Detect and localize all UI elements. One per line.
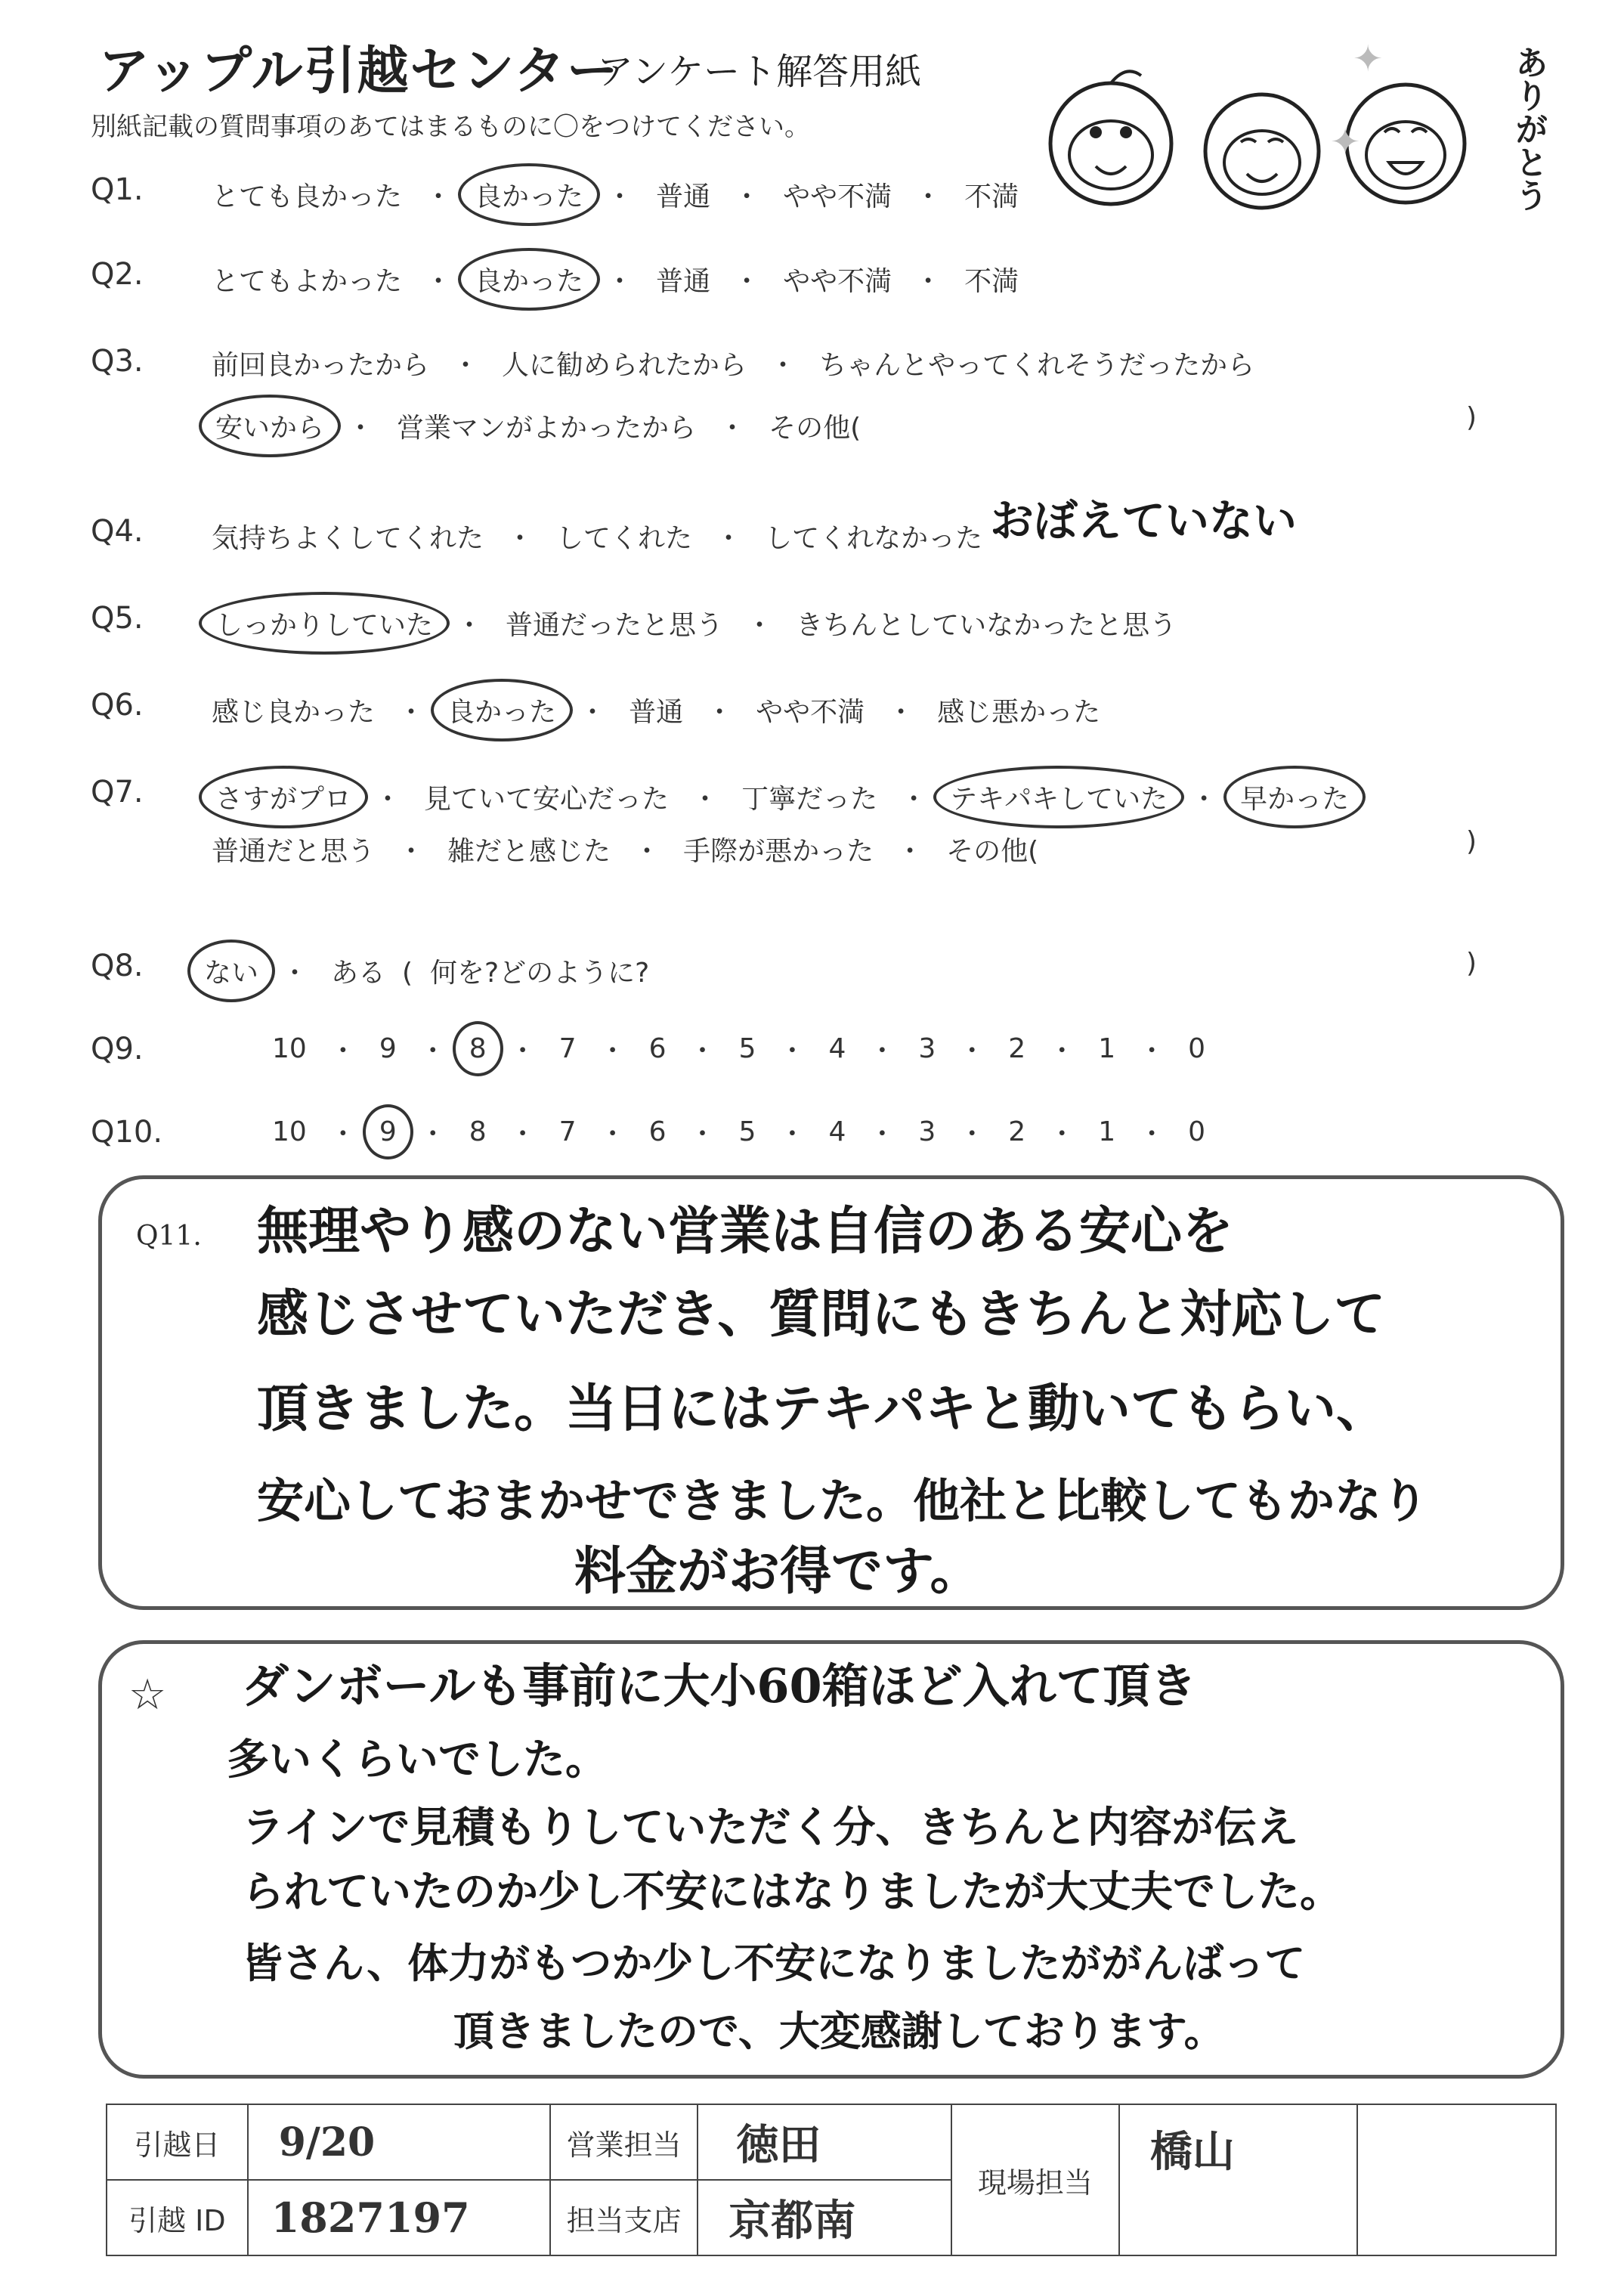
q5-option[interactable]: 普通だったと思う [506, 610, 724, 641]
q8-options: ない ・ ある ( 何を?どのように? [204, 952, 649, 990]
q5-options: しっかりしていた ・ 普通だったと思う ・ きちんとしていなかったと思う [215, 604, 1177, 642]
star-icon: ☆ [128, 1670, 167, 1720]
q10-score[interactable]: 4 [828, 1116, 846, 1147]
q6-option[interactable]: 感じ悪かった [937, 697, 1101, 728]
q10-score[interactable]: 7 [558, 1116, 577, 1147]
q8-option-selected[interactable]: ない [187, 940, 275, 1002]
branch-label: 担当支店 [550, 2180, 698, 2255]
q7-option[interactable]: 普通だと思う [212, 836, 376, 867]
q10-label: Q10. [91, 1115, 163, 1150]
q3-options: 前回良かったから ・ 人に勧められたから ・ ちゃんとやってくれそうだったから [212, 344, 1254, 382]
q10-score[interactable]: 10 [272, 1116, 307, 1147]
q11-line: 感じさせていただき、質問にもきちんと対応して [257, 1284, 1386, 1345]
q10-score[interactable]: 0 [1188, 1116, 1206, 1147]
q3-options-row2: 安いから ・ 営業マンがよかったから ・ その他( [215, 407, 861, 445]
q2-option-selected[interactable]: 良かった [458, 248, 600, 311]
q1-options: とても良かった ・ 良かった ・ 普通 ・ やや不満 ・ 不満 [212, 175, 1019, 214]
sparkle-icon: ✦ [1330, 121, 1361, 163]
comment-line: ダンボールも事前に大小60箱ほど入れて頂き [242, 1658, 1197, 1714]
q9-scale: 10 ・ 9 ・ 8 ・ 7 ・ 6 ・ 5 ・ 4 ・ 3 ・ 2 ・ 1 ・ 0 [272, 1029, 1205, 1068]
q1-label: Q1. [91, 172, 144, 207]
q7-option-selected[interactable]: さすがプロ [199, 766, 368, 828]
q10-score[interactable]: 3 [918, 1116, 936, 1147]
q7-label: Q7. [91, 775, 144, 810]
move-id-label: 引越 ID [107, 2180, 248, 2255]
q7-options: さすがプロ ・ 見ていて安心だった ・ 丁寧だった ・ テキパキしていた ・ 早かった [215, 778, 1349, 816]
q10-score[interactable]: 1 [1098, 1116, 1116, 1147]
q2-option[interactable]: とてもよかった [212, 266, 403, 297]
q5-option-selected[interactable]: しっかりしていた [199, 592, 450, 655]
comment-line: 多いくらいでした。 [227, 1735, 608, 1785]
q8-label: Q8. [91, 949, 144, 983]
q3-close-paren: ) [1466, 402, 1477, 433]
q9-score[interactable]: 10 [272, 1033, 307, 1064]
comment-line: ラインで見積もりしていただく分、きちんと内容が伝え [242, 1803, 1299, 1853]
q7-close-paren: ) [1466, 826, 1477, 857]
q7-option[interactable]: 手際が悪かった [683, 836, 874, 867]
q3-option[interactable]: 営業マンがよかったから [397, 413, 697, 444]
q9-score[interactable]: 4 [828, 1033, 846, 1064]
q8-detail-prompt: 何を?どのように? [429, 958, 650, 989]
q3-option[interactable]: ちゃんとやってくれそうだったから [819, 350, 1255, 381]
q5-option[interactable]: きちんとしていなかったと思う [796, 610, 1177, 641]
q3-option-selected[interactable]: 安いから [199, 395, 341, 457]
mascot-illustration [1035, 45, 1489, 234]
move-id-value[interactable]: 1827197 [248, 2180, 550, 2255]
q5-label: Q5. [91, 601, 144, 636]
q6-options: 感じ良かった ・ 良かった ・ 普通 ・ やや不満 ・ 感じ悪かった [212, 691, 1100, 729]
comment-line: 頂きましたので、大変感謝しております。 [453, 2007, 1225, 2055]
q6-option[interactable]: 普通 [629, 697, 684, 728]
q11-line: 安心しておまかせできました。他社と比較してもかなり [257, 1473, 1429, 1528]
q4-option[interactable]: してくれた [556, 523, 693, 554]
q10-score[interactable]: 8 [469, 1116, 487, 1147]
q2-option[interactable]: やや不満 [783, 266, 892, 297]
q10-scale: 10 ・ 9 ・ 8 ・ 7 ・ 6 ・ 5 ・ 4 ・ 3 ・ 2 ・ 1 ・ 0 [272, 1113, 1205, 1151]
q7-options-row2: 普通だと思う ・ 雑だと感じた ・ 手際が悪かった ・ その他( [212, 830, 1038, 868]
q2-label: Q2. [91, 257, 144, 292]
site-label: 現場担当 [951, 2104, 1119, 2255]
q3-option[interactable]: 人に勧められたから [502, 350, 747, 381]
q4-label: Q4. [91, 514, 144, 549]
instruction-text: 別紙記載の質問事項のあてはまるものに〇をつけてください。 [91, 112, 810, 142]
q8-close-paren: ) [1466, 948, 1477, 979]
q7-option[interactable]: 見ていて安心だった [424, 784, 670, 815]
q9-score[interactable]: 7 [558, 1033, 577, 1064]
q9-score-selected[interactable]: 8 [453, 1021, 503, 1076]
monkey-mascot-icon [1205, 94, 1319, 208]
q1-option-selected[interactable]: 良かった [458, 163, 600, 226]
q2-option[interactable]: 普通 [656, 266, 711, 297]
q1-option[interactable]: とても良かった [212, 181, 403, 212]
q9-score[interactable]: 1 [1098, 1033, 1116, 1064]
brand-name: アップル引越センター [98, 42, 620, 101]
q10-score[interactable]: 2 [1008, 1116, 1026, 1147]
q4-handwritten-answer: おぼえていない [990, 495, 1298, 546]
q4-option[interactable]: 気持ちよくしてくれた [212, 523, 484, 554]
q11-line: 料金がお得です。 [574, 1541, 982, 1602]
q7-option-other[interactable]: その他( [946, 836, 1039, 867]
q6-label: Q6. [91, 688, 144, 723]
q9-score[interactable]: 2 [1008, 1033, 1026, 1064]
q9-score[interactable]: 5 [738, 1033, 756, 1064]
q9-label: Q9. [91, 1032, 144, 1067]
q10-score[interactable]: 5 [738, 1116, 756, 1147]
thanks-text: ありがとう [1509, 45, 1548, 212]
site-value[interactable]: 橋山 [1119, 2104, 1358, 2255]
q7-option-selected[interactable]: 早かった [1223, 766, 1366, 828]
move-date-label: 引越日 [107, 2104, 248, 2180]
q7-option-selected[interactable]: テキパキしていた [933, 766, 1184, 828]
extra-cell[interactable] [1357, 2104, 1556, 2255]
move-date-value[interactable]: 9/20 [248, 2104, 550, 2180]
q6-option-selected[interactable]: 良かった [431, 679, 573, 741]
sparkle-icon: ✦ [1353, 38, 1384, 80]
q9-score[interactable]: 3 [918, 1033, 936, 1064]
q11-label: Q11. [136, 1221, 202, 1252]
comment-line: られていたのか少し不安にはなりましたが大丈夫でした。 [242, 1867, 1342, 1917]
q9-score[interactable]: 0 [1188, 1033, 1206, 1064]
q9-score[interactable]: 6 [648, 1033, 667, 1064]
q3-option-other[interactable]: その他( [769, 413, 861, 444]
comment-line: 皆さん、体力がもつか少し不安になりましたががんばって [242, 1939, 1306, 1987]
q7-option[interactable]: 丁寧だった [741, 784, 878, 815]
form-title: アンケート解答用紙 [597, 51, 922, 93]
q1-option[interactable]: 普通 [656, 181, 711, 212]
q2-option[interactable]: 不満 [964, 266, 1019, 297]
q3-label: Q3. [91, 344, 144, 379]
branch-value[interactable]: 京都南 [698, 2180, 951, 2255]
q4-option[interactable]: してくれなかった [765, 523, 983, 554]
q7-option[interactable]: 雑だと感じた [447, 836, 611, 867]
q9-score[interactable]: 9 [379, 1033, 397, 1064]
q11-line: 無理やり感のない営業は自信のある安心を [257, 1201, 1234, 1262]
q8-option-detail: ( 何を?どのように? [402, 958, 650, 989]
sales-value[interactable]: 徳田 [698, 2104, 951, 2180]
sales-label: 営業担当 [550, 2104, 698, 2180]
info-table [106, 2104, 1557, 2256]
monkey-mascot-icon [1347, 85, 1465, 203]
q4-options: 気持ちよくしてくれた ・ してくれた ・ してくれなかった [212, 517, 982, 556]
q6-option[interactable]: やや不満 [756, 697, 865, 728]
q3-option[interactable]: 前回良かったから [212, 350, 430, 381]
q11-line: 頂きました。当日にはテキパキと動いてもらい、 [257, 1379, 1388, 1439]
q10-score-selected[interactable]: 9 [363, 1104, 413, 1159]
q1-option[interactable]: 不満 [964, 181, 1019, 212]
q1-option[interactable]: やや不満 [783, 181, 892, 212]
q10-score[interactable]: 6 [648, 1116, 667, 1147]
q6-option[interactable]: 感じ良かった [212, 697, 376, 728]
q8-option[interactable]: ある [331, 958, 386, 989]
monkey-mascot-icon [1050, 71, 1171, 204]
q2-options: とてもよかった ・ 良かった ・ 普通 ・ やや不満 ・ 不満 [212, 260, 1019, 299]
